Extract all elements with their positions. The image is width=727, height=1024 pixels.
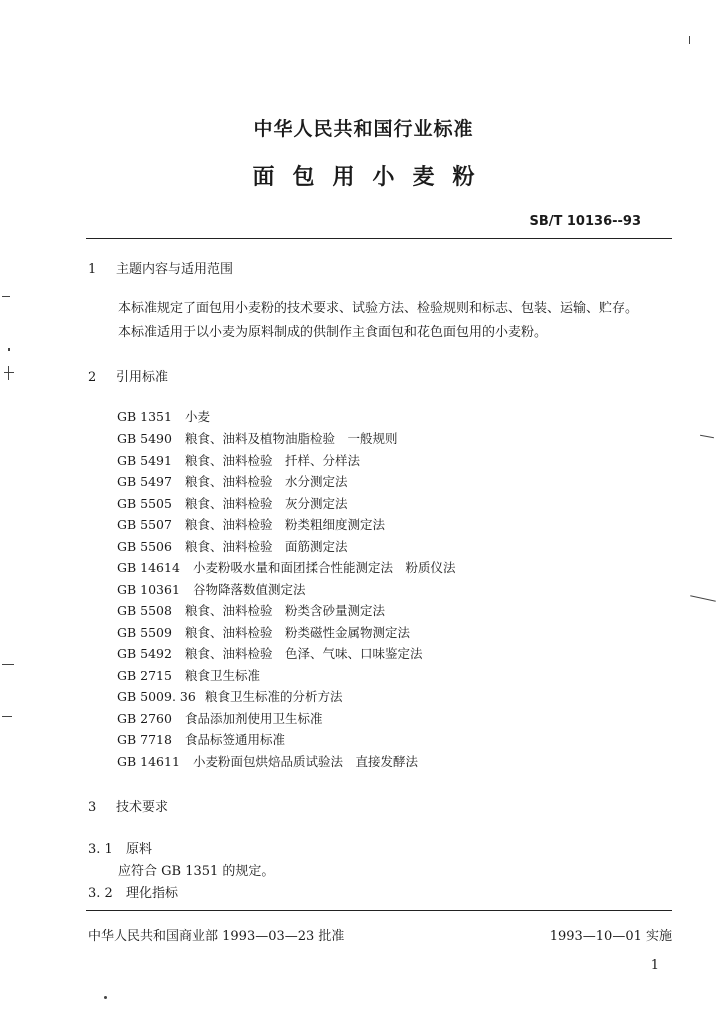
subsection-3-2-heading <box>88 882 178 901</box>
reference-item <box>117 558 456 576</box>
reference-code: GB 14611 <box>117 754 180 769</box>
subsection-3-1-text: 应符合 GB 1351 的规定。 <box>118 864 275 879</box>
page-number: 1 <box>650 958 659 973</box>
reference-title: 粮食卫生标准的分析方法 <box>205 689 343 704</box>
section-1-heading <box>88 258 233 277</box>
reference-title: 粮食、油料及植物油脂检验 一般规则 <box>185 431 398 446</box>
reference-code: GB 5009. 36 <box>117 689 196 704</box>
reference-item <box>117 451 360 469</box>
scan-mark <box>2 296 10 297</box>
reference-title: 粮食、油料检验 粉类磁性金属物测定法 <box>185 625 411 640</box>
reference-item <box>117 537 348 555</box>
reference-item <box>117 515 385 533</box>
reference-code: GB 2760 <box>117 711 172 726</box>
doc-title: 面包用小麦粉 <box>252 164 493 190</box>
effective-date: 1993—10—01 实施 <box>549 929 672 944</box>
reference-item <box>117 494 348 512</box>
reference-item <box>117 472 348 490</box>
reference-title: 食品标签通用标准 <box>185 732 286 747</box>
footer-rule <box>86 910 672 911</box>
reference-code: GB 5490 <box>117 431 172 446</box>
section-1-paragraph: 本标准适用于以小麦为原料制成的供制作主食面包和花色面包用的小麦粉。 <box>118 325 548 340</box>
subsection-number: 3. 2 <box>88 886 113 901</box>
reference-code: GB 5508 <box>117 603 172 618</box>
scan-mark <box>2 716 12 717</box>
reference-item <box>117 601 385 619</box>
reference-item <box>117 687 343 705</box>
reference-title: 粮食、油料检验 粉类含砂量测定法 <box>185 603 386 618</box>
section-1-paragraph: 本标准规定了面包用小麦粉的技术要求、试验方法、检验规则和标志、包装、运输、贮存。 <box>118 301 639 316</box>
reference-item <box>117 730 285 748</box>
subsection-number: 3. 1 <box>88 842 113 857</box>
subsection-3-1-heading <box>88 838 152 857</box>
scan-mark <box>690 595 716 601</box>
reference-title: 小麦粉面包烘焙品质试验法 直接发酵法 <box>193 754 419 769</box>
reference-code: GB 5497 <box>117 474 172 489</box>
scan-mark <box>104 996 107 999</box>
reference-item <box>117 644 423 662</box>
approval-note: 中华人民共和国商业部 1993—03—23 批准 <box>88 929 345 944</box>
standard-code: SB/T 10136--93 <box>529 214 641 229</box>
section-2-title: 引用标准 <box>116 370 169 385</box>
scan-mark <box>4 372 14 373</box>
reference-code: GB 5506 <box>117 539 172 554</box>
scan-mark <box>8 348 10 351</box>
reference-code: GB 5509 <box>117 625 172 640</box>
section-1-number: 1 <box>88 262 97 277</box>
reference-title: 谷物降落数值测定法 <box>193 582 306 597</box>
scan-mark <box>689 36 690 44</box>
reference-item <box>117 752 418 770</box>
section-2-heading <box>88 366 168 385</box>
reference-item <box>117 429 398 447</box>
reference-code: GB 10361 <box>117 582 180 597</box>
section-3-number: 3 <box>88 800 97 815</box>
reference-title: 粮食、油料检验 粉类粗细度测定法 <box>185 517 386 532</box>
reference-code: GB 5505 <box>117 496 172 511</box>
reference-item <box>117 666 260 684</box>
reference-item <box>117 623 410 641</box>
subsection-title: 原料 <box>126 842 153 857</box>
section-2-number: 2 <box>88 370 97 385</box>
reference-code: GB 7718 <box>117 732 172 747</box>
scan-mark <box>8 366 9 380</box>
scan-mark <box>700 435 714 438</box>
reference-code: GB 14614 <box>117 560 180 575</box>
reference-title: 粮食卫生标准 <box>185 668 261 683</box>
reference-code: GB 2715 <box>117 668 172 683</box>
reference-item <box>117 709 323 727</box>
reference-code: GB 5491 <box>117 453 172 468</box>
reference-code: GB 5507 <box>117 517 172 532</box>
reference-title: 粮食、油料检验 水分测定法 <box>185 474 348 489</box>
reference-title: 粮食、油料检验 灰分测定法 <box>185 496 348 511</box>
reference-title: 粮食、油料检验 面筋测定法 <box>185 539 348 554</box>
reference-code: GB 5492 <box>117 646 172 661</box>
reference-title: 小麦粉吸水量和面团揉合性能测定法 粉质仪法 <box>193 560 456 575</box>
section-1-title: 主题内容与适用范围 <box>116 262 234 277</box>
reference-title: 食品添加剂使用卫生标准 <box>185 711 323 726</box>
reference-title: 粮食、油料检验 色泽、气味、口味鉴定法 <box>185 646 423 661</box>
section-3-heading <box>88 796 168 815</box>
reference-title: 粮食、油料检验 扦样、分样法 <box>185 453 361 468</box>
reference-item <box>117 407 210 425</box>
org-title: 中华人民共和国行业标准 <box>253 118 474 140</box>
header-rule <box>86 238 672 239</box>
reference-code: GB 1351 <box>117 409 172 424</box>
section-3-title: 技术要求 <box>116 800 169 815</box>
reference-title: 小麦 <box>185 409 211 424</box>
reference-item <box>117 580 306 598</box>
subsection-title: 理化指标 <box>126 886 179 901</box>
scan-mark <box>2 664 14 665</box>
